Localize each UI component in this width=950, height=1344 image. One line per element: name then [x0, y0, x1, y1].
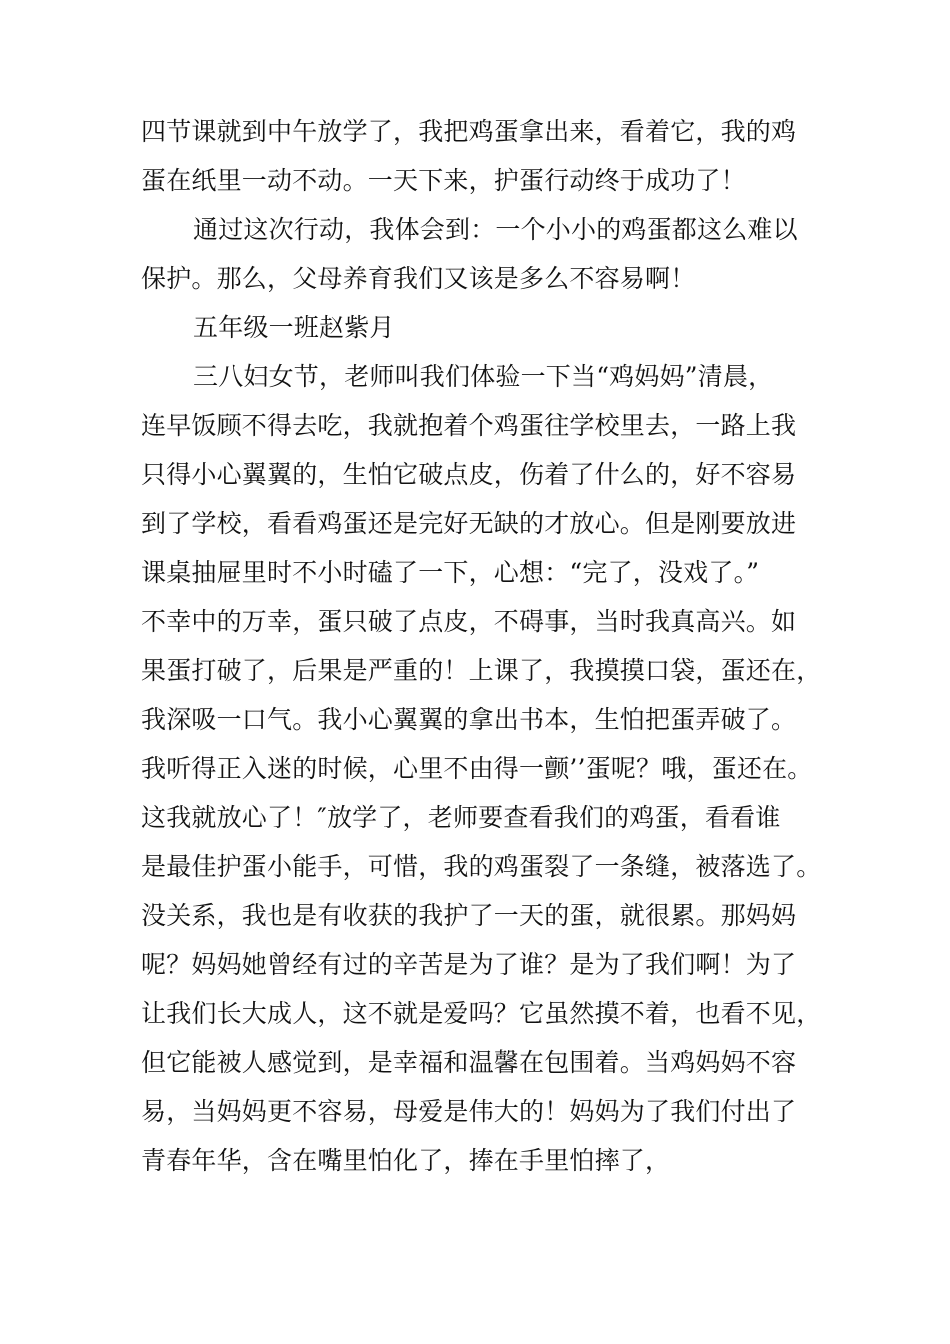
text-line: 不幸中的万幸，蛋只破了点皮，不碍事，当时我真高兴。如 — [141, 607, 797, 636]
author-line: 五年级一班赵紫月 — [193, 313, 395, 342]
text-line: 但它能被人感觉到，是幸福和温馨在包围着。当鸡妈妈不容 — [141, 1048, 797, 1077]
text-line: 蛋在纸里一动不动。一天下来，护蛋行动终于成功了！ — [141, 166, 746, 195]
text-line: 我听得正入迷的时候，心里不由得一颤’’蛋呢？哦，蛋还在。 — [141, 754, 813, 783]
text-line: 是最佳护蛋小能手，可惜，我的鸡蛋裂了一条缝，被落选了。 — [141, 852, 822, 881]
text-line: 课桌抽屉里时不小时磕了一下，心想：“完了，没戏了。” — [141, 558, 760, 587]
text-line: 让我们长大成人，这不就是爱吗？它虽然摸不着，也看不见， — [141, 999, 822, 1028]
text-line: 这我就放心了！″放学了，老师要查看我们的鸡蛋，看看谁 — [141, 803, 781, 832]
paragraph-start-line: 通过这次行动，我体会到：一个小小的鸡蛋都这么难以 — [193, 215, 798, 244]
paragraph-start-line: 三八妇女节，老师叫我们体验一下当“鸡妈妈”清晨， — [193, 362, 774, 391]
text-line: 没关系，我也是有收获的我护了一天的蛋，就很累。那妈妈 — [141, 901, 797, 930]
text-line: 连早饭顾不得去吃，我就抱着个鸡蛋往学校里去，一路上我 — [141, 411, 797, 440]
text-line: 呢？妈妈她曾经有过的辛苦是为了谁？是为了我们啊！为了 — [141, 950, 797, 979]
text-line: 我深吸一口气。我小心翼翼的拿出书本，生怕把蛋弄破了。 — [141, 705, 797, 734]
text-line: 青春年华，含在嘴里怕化了，捧在手里怕摔了， — [141, 1146, 671, 1175]
text-line: 四节课就到中午放学了，我把鸡蛋拿出来，看着它，我的鸡 — [141, 117, 797, 146]
text-line: 易，当妈妈更不容易，母爱是伟大的！妈妈为了我们付出了 — [141, 1097, 797, 1126]
text-line: 只得小心翼翼的，生怕它破点皮，伤着了什么的，好不容易 — [141, 460, 797, 489]
text-line: 果蛋打破了，后果是严重的！上课了，我摸摸口袋，蛋还在， — [141, 656, 822, 685]
text-line: 到了学校，看看鸡蛋还是完好无缺的才放心。但是刚要放进 — [141, 509, 797, 538]
text-line: 保护。那么，父母养育我们又该是多么不容易啊！ — [141, 264, 696, 293]
